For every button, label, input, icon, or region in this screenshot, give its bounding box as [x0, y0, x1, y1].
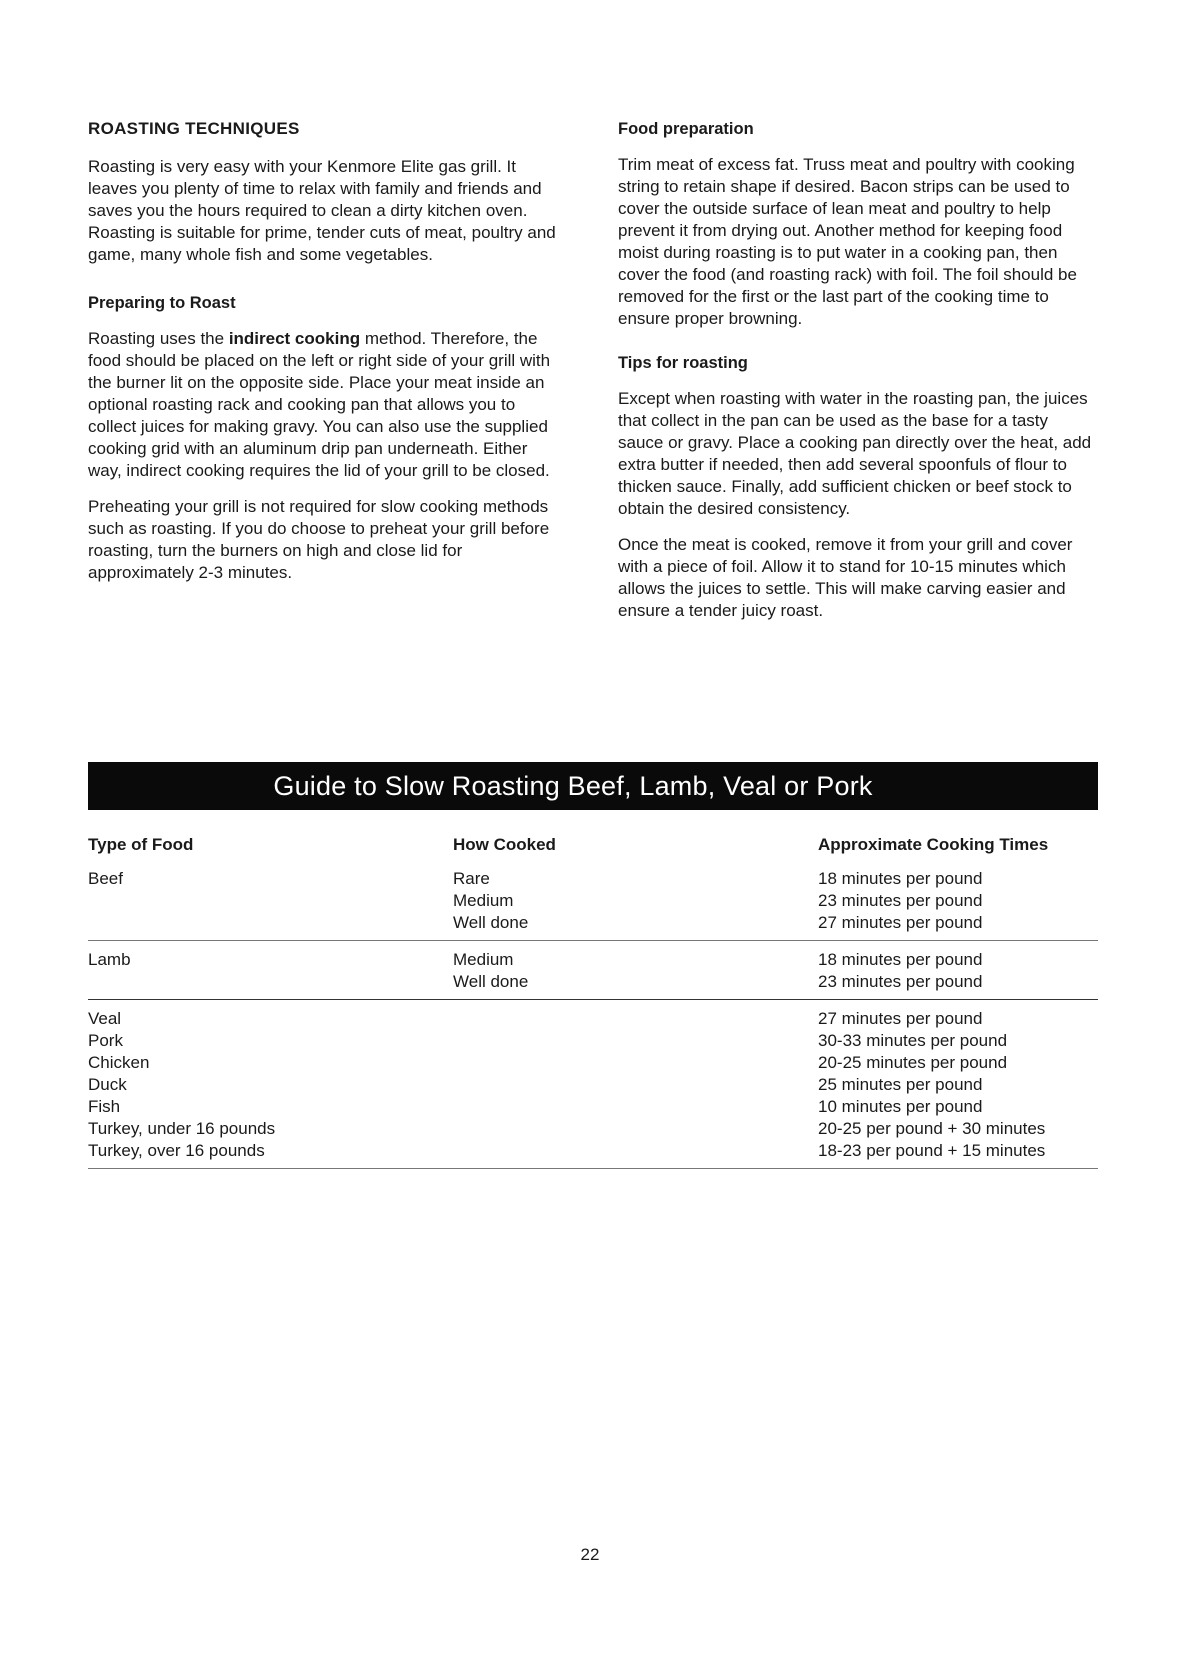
lamb-time: 23 minutes per pound — [818, 972, 983, 991]
beef-time: 23 minutes per pound — [818, 891, 983, 910]
roasting-techniques-heading: ROASTING TECHNIQUES — [88, 119, 300, 138]
food-preparation-paragraph: Trim meat of excess fat. Truss meat and poultry with cooking string to retain shape if desired. Bacon strips can be used to cover the outside surface of lean meat and poultry to help prevent it from drying out. Another method for keeping food moist during roasting is to put water in a cooking pan, then cover the food (and roasting rack) with foil. The foil should be removed for the first or the last part of the cooking time to ensure proper browning. — [618, 155, 1077, 328]
right-column — [618, 118, 1098, 636]
header-how-cooked: How Cooked — [453, 835, 556, 854]
header-cooking-times: Approximate Cooking Times — [818, 835, 1049, 854]
food-item: Pork — [88, 1031, 123, 1050]
preparing-p1-start: Roasting uses the — [88, 329, 229, 348]
food-preparation-heading: Food preparation — [618, 120, 754, 138]
food-lamb: Lamb — [88, 950, 131, 969]
time-item: 20-25 minutes per pound — [818, 1053, 1008, 1072]
preparing-paragraph-2: Preheating your grill is not required for slow cooking methods such as roasting. If you do choose to preheat your grill before roasting, turn the burners on high and close lid for approximately 2-3 minutes. — [88, 497, 550, 582]
preparing-p1-end: method. Therefore, the food should be placed on the left or right side of your grill with the burner lit on the opposite side. Place your meat inside an optional roasting rack and cooking pan that allows you to collect juices for making gravy. You can also use the supplied cooking grid with an aluminum drip pan underneath. Either way, indirect cooking requires the lid of your grill to be closed. — [88, 329, 551, 480]
tips-heading: Tips for roasting — [618, 354, 748, 372]
food-item: Duck — [88, 1075, 127, 1094]
time-item: 25 minutes per pound — [818, 1075, 983, 1094]
header-type-of-food: Type of Food — [88, 835, 194, 854]
beef-methods — [453, 868, 818, 934]
lamb-methods — [453, 949, 818, 993]
food-item: Chicken — [88, 1053, 150, 1072]
beef-method: Rare — [453, 869, 490, 888]
table-header-row — [88, 834, 1098, 856]
lamb-method: Medium — [453, 950, 514, 969]
table-row-beef — [88, 868, 1098, 940]
table-divider — [88, 1168, 1098, 1169]
food-item: Turkey, over 16 pounds — [88, 1141, 265, 1160]
food-beef: Beef — [88, 869, 123, 888]
lamb-method: Well done — [453, 972, 529, 991]
time-item: 30-33 minutes per pound — [818, 1031, 1008, 1050]
roasting-intro-paragraph: Roasting is very easy with your Kenmore Elite gas grill. It leaves you plenty of time to relax with family and friends and saves you the hours required to clean a dirty kitchen oven. Roasting is suitable for prime, tender cuts of meat, poultry and game, many whole fish and some vegetables. — [88, 157, 556, 264]
food-item: Veal — [88, 1009, 122, 1028]
beef-method: Well done — [453, 913, 529, 932]
page-number: 22 — [580, 1545, 600, 1564]
beef-time: 27 minutes per pound — [818, 913, 983, 932]
table-row-lamb — [88, 941, 1098, 999]
time-item: 18-23 per pound + 15 minutes — [818, 1141, 1046, 1160]
food-item: Fish — [88, 1097, 121, 1116]
lamb-time: 18 minutes per pound — [818, 950, 983, 969]
preparing-heading: Preparing to Roast — [88, 294, 236, 312]
tips-paragraph-2: Once the meat is cooked, remove it from your grill and cover with a piece of foil. Allow it to stand for 10-15 minutes which allows the juices to settle. This will make carving easier and ensure a tender juicy roast. — [618, 535, 1073, 620]
food-item: Turkey, under 16 pounds — [88, 1119, 276, 1138]
time-item: 27 minutes per pound — [818, 1009, 983, 1028]
table-row-others — [88, 1000, 1098, 1168]
beef-times — [818, 868, 1098, 934]
beef-method: Medium — [453, 891, 514, 910]
roasting-times-table — [88, 834, 1098, 1169]
roasting-guide-banner — [88, 762, 1098, 810]
left-column — [88, 118, 558, 598]
tips-paragraph-1: Except when roasting with water in the roasting pan, the juices that collect in the pan can be used as the base for a tasty sauce or gravy. Place a cooking pan directly over the heat, add extra butter if needed, then add several spoonfuls of flour to thicken sauce. Finally, add sufficient chicken or beef stock to obtain the desired consistency. — [618, 389, 1092, 518]
preparing-paragraph-1 — [88, 328, 558, 482]
time-item: 10 minutes per pound — [818, 1097, 983, 1116]
lamb-times — [818, 949, 1098, 993]
other-foods — [88, 1008, 818, 1162]
beef-time: 18 minutes per pound — [818, 869, 983, 888]
indirect-cooking-term: indirect cooking — [228, 329, 361, 348]
banner-title: Guide to Slow Roasting Beef, Lamb, Veal or Pork — [273, 770, 873, 801]
other-times — [818, 1008, 1098, 1162]
time-item: 20-25 per pound + 30 minutes — [818, 1119, 1046, 1138]
